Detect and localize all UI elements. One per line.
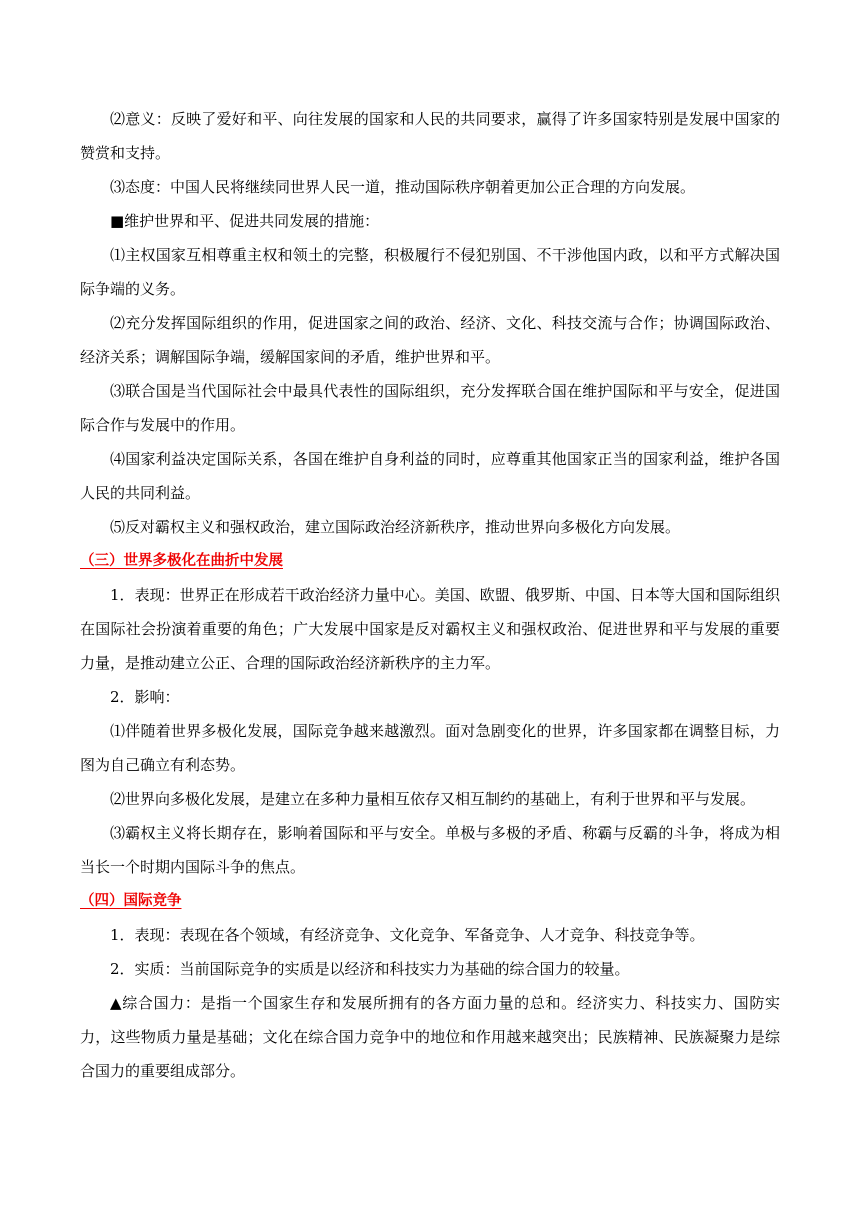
paragraph-attitude: ⑶态度：中国人民将继续同世界人民一道，推动国际秩序朝着更加公正合理的方向发展。 — [110, 178, 696, 196]
paragraph-significance: ⑵意义：反映了爱好和平、向往发展的国家和人民的共同要求，赢得了许多国家特别是发展中国家的赞赏和支持。 — [80, 110, 780, 162]
paragraph-manifestation: 1．表现：世界正在形成若干政治经济力量中心。美国、欧盟、俄罗斯、中国、日本等大国和国际组织在国际社会扮演着重要的角色；广大发展中国家是反对霸权主义和强权政治、促进世界和平与发展的重要力量，是推动建立公正、合理的国际政治经济新秩序的主力军。 — [80, 586, 780, 672]
paragraph-measures-title: ■维护世界和平、促进共同发展的措施： — [110, 212, 380, 230]
paragraph-influence-3: ⑶霸权主义将长期存在，影响着国际和平与安全。单极与多极的矛盾、称霸与反霸的斗争，将成为相当长一个时期内国际斗争的焦点。 — [80, 824, 780, 876]
paragraph-competition-essence: 2．实质：当前国际竞争的实质是以经济和科技实力为基础的综合国力的较量。 — [110, 960, 630, 978]
paragraph-influence-title: 2．影响： — [110, 688, 180, 706]
paragraph-competition-manifestation: 1．表现：表现在各个领域，有经济竞争、文化竞争、军备竞争、人才竞争、科技竞争等。 — [110, 926, 705, 944]
section-heading-competition-text: （四）国际竞争 — [80, 893, 182, 909]
paragraph-measure-1: ⑴主权国家互相尊重主权和领土的完整，积极履行不侵犯别国、不干涉他国内政，以和平方式解决国际争端的义务。 — [80, 246, 780, 298]
paragraph-measure-3: ⑶联合国是当代国际社会中最具代表性的国际组织，充分发挥联合国在维护国际和平与安全，促进国际合作与发展中的作用。 — [80, 382, 780, 434]
paragraph-influence-2: ⑵世界向多极化发展，是建立在多种力量相互依存又相互制约的基础上，有利于世界和平与发展。 — [110, 790, 756, 808]
paragraph-measure-4: ⑷国家利益决定国际关系，各国在维护自身利益的同时，应尊重其他国家正当的国家利益，维护各国人民的共同利益。 — [80, 450, 780, 502]
paragraph-measure-2: ⑵充分发挥国际组织的作用，促进国家之间的政治、经济、文化、科技交流与合作；协调国际政治、经济关系；调解国际争端，缓解国家间的矛盾，维护世界和平。 — [80, 314, 780, 366]
paragraph-measure-5: ⑸反对霸权主义和强权政治，建立国际政治经济新秩序，推动世界向多极化方向发展。 — [110, 518, 681, 536]
section-heading-multipolarity-text: （三）世界多极化在曲折中发展 — [80, 553, 283, 569]
paragraph-national-power: ▲综合国力：是指一个国家生存和发展所拥有的各方面力量的总和。经济实力、科技实力、国防实力，这些物质力量是基础；文化在综合国力竞争中的地位和作用越来越突出；民族精神、民族凝聚力是综合国力的重要组成部分。 — [80, 994, 780, 1080]
paragraph-influence-1: ⑴伴随着世界多极化发展，国际竞争越来越激烈。面对急剧变化的世界，许多国家都在调整目标，力图为自己确立有利态势。 — [80, 722, 780, 774]
section-heading-multipolarity — [80, 544, 780, 578]
section-heading-competition — [80, 884, 780, 918]
document-body — [80, 102, 780, 1088]
